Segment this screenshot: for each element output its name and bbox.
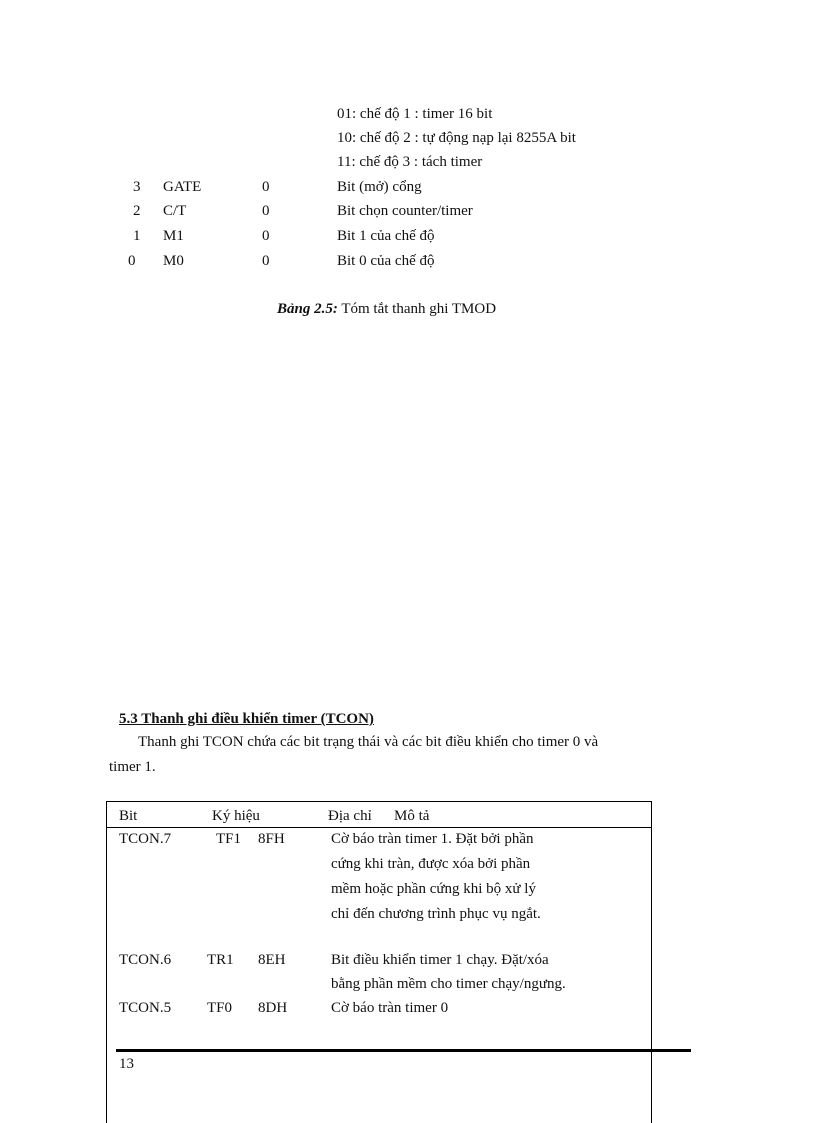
cell-address: 8FH — [258, 831, 285, 847]
cell-address: 8DH — [258, 1000, 288, 1016]
tmod-value: 0 — [262, 179, 270, 195]
tmod-bit: 1 — [133, 228, 141, 244]
section-heading: 5.3 Thanh ghi điều khiển timer (TCON) — [119, 711, 374, 727]
col-header-symbol: Ký hiệu — [212, 808, 260, 824]
cell-desc-line: Bit điều khiển timer 1 chạy. Đặt/xóa — [331, 952, 549, 968]
cell-symbol: TF0 — [207, 1000, 233, 1016]
table-header-divider — [106, 827, 652, 828]
mode-line-2: 10: chế độ 2 : tự động nạp lại 8255A bit — [337, 130, 576, 146]
intro-line-2: timer 1. — [109, 759, 156, 775]
tmod-desc: Bit (mở) cổng — [337, 179, 422, 195]
tmod-symbol: C/T — [163, 203, 187, 219]
col-header-address: Địa chỉ — [328, 808, 372, 824]
tmod-symbol: M0 — [163, 253, 184, 269]
tmod-symbol: M1 — [163, 228, 184, 244]
cell-desc-line: chỉ đến chương trình phục vụ ngắt. — [331, 906, 541, 922]
tmod-desc: Bit 1 của chế độ — [337, 228, 435, 244]
tmod-symbol: GATE — [163, 179, 202, 195]
caption-label: Bảng 2.5: — [277, 301, 338, 317]
cell-symbol: TF1 — [216, 831, 242, 847]
cell-bit: TCON.6 — [119, 952, 172, 968]
mode-line-3: 11: chế độ 3 : tách timer — [337, 154, 483, 170]
table-caption — [277, 299, 496, 319]
mode-line-1: 01: chế độ 1 : timer 16 bit — [337, 106, 493, 122]
cell-symbol: TR1 — [207, 952, 234, 968]
caption-text: Tóm tắt thanh ghi TMOD — [337, 301, 497, 317]
intro-line-1: Thanh ghi TCON chứa các bit trạng thái và các bit điều khiển cho timer 0 và — [138, 734, 599, 750]
table-left-border — [106, 801, 107, 1123]
cell-bit: TCON.5 — [119, 1000, 172, 1016]
col-header-desc: Mô tả — [394, 808, 430, 824]
cell-desc-line: Cờ báo tràn timer 0 — [331, 1000, 449, 1016]
tmod-bit: 2 — [133, 203, 141, 219]
cell-bit: TCON.7 — [119, 831, 172, 847]
footer-rule — [116, 1049, 691, 1052]
cell-desc-line: cứng khi tràn, được xóa bởi phần — [331, 856, 531, 872]
table-top-border — [106, 801, 652, 802]
cell-address: 8EH — [258, 952, 286, 968]
cell-desc-line: bằng phần mềm cho timer chạy/ngưng. — [331, 976, 566, 992]
tmod-bit: 0 — [128, 253, 136, 269]
page-number: 13 — [119, 1056, 134, 1072]
tmod-value: 0 — [262, 228, 270, 244]
tmod-value: 0 — [262, 203, 270, 219]
cell-desc-line: Cờ báo tràn timer 1. Đặt bởi phần — [331, 831, 534, 847]
tmod-desc: Bit 0 của chế độ — [337, 253, 435, 269]
table-right-border — [651, 801, 652, 1123]
tmod-bit: 3 — [133, 179, 141, 195]
col-header-bit: Bit — [119, 808, 138, 824]
tmod-value: 0 — [262, 253, 270, 269]
tmod-desc: Bit chọn counter/timer — [337, 203, 473, 219]
cell-desc-line: mềm hoặc phần cứng khi bộ xử lý — [331, 881, 536, 897]
